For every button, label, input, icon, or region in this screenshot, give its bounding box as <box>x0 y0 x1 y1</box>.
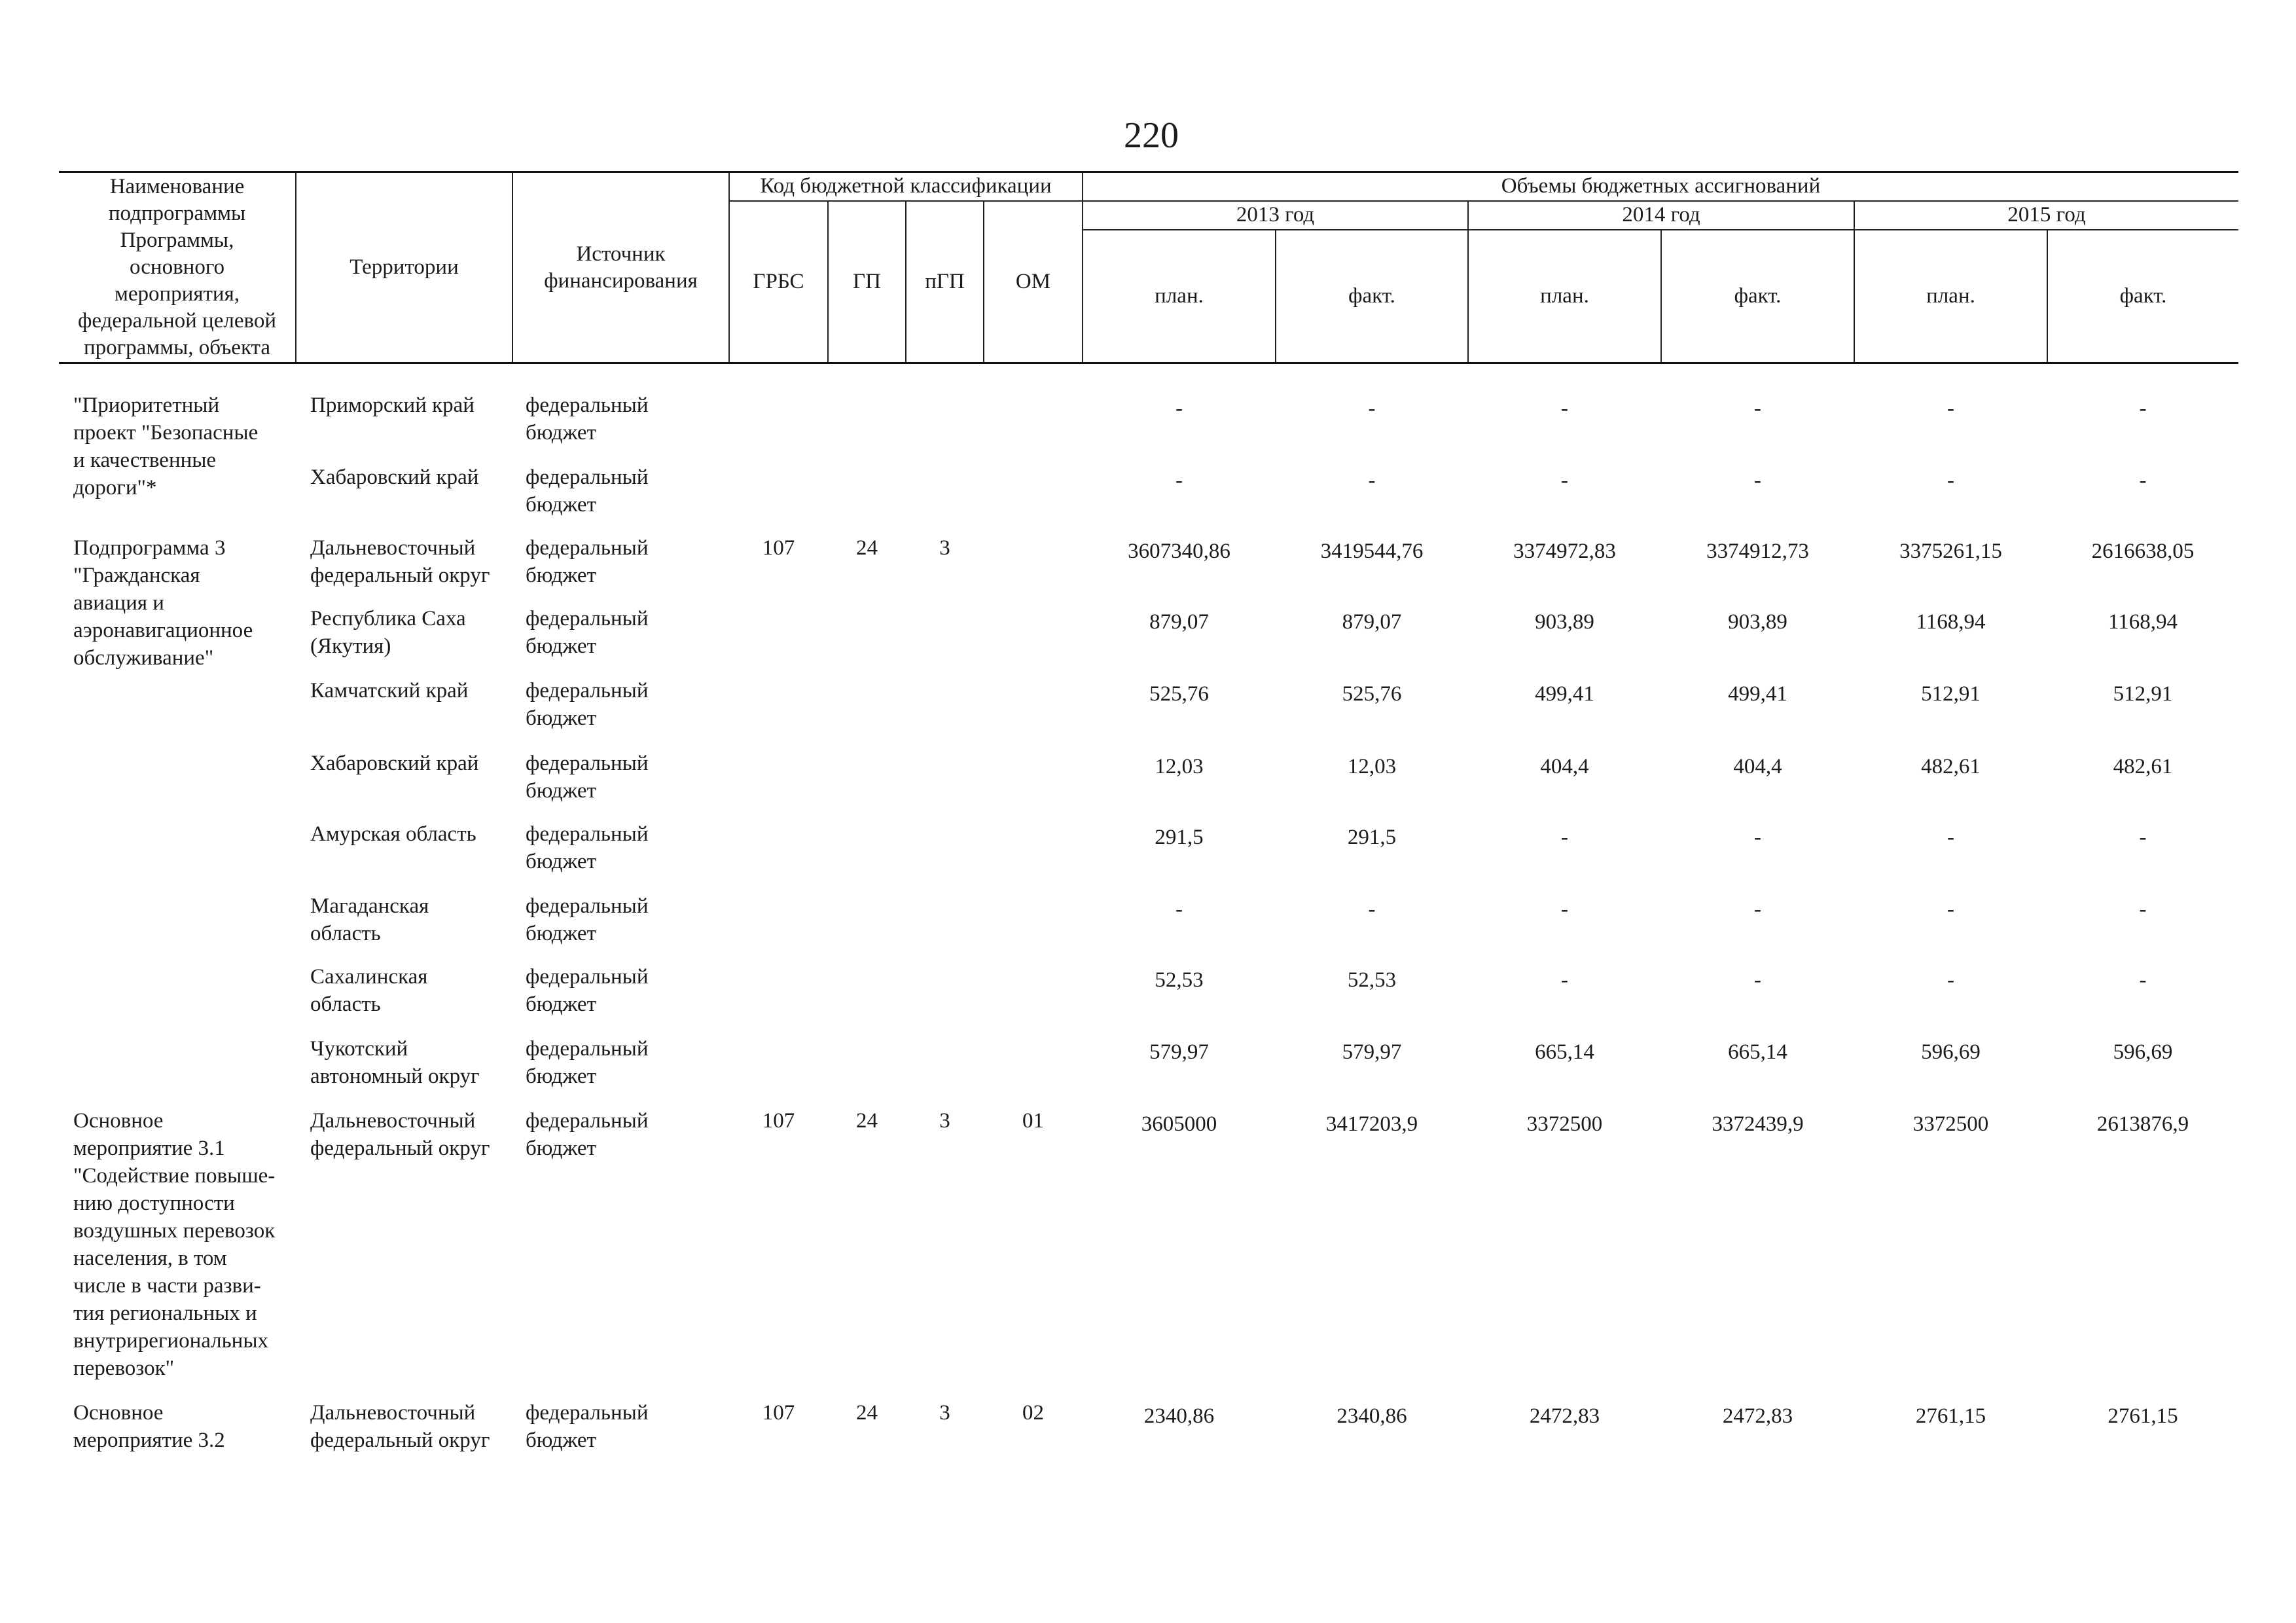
fact-2014-cell: 903,89 <box>1728 610 1787 634</box>
pgp-code-cell <box>906 677 984 750</box>
header-plan-2013: план. <box>1083 230 1276 363</box>
table-row <box>59 464 2238 534</box>
plan-2015-cell: 512,91 <box>1921 682 1981 706</box>
header-name-column: Наименование подпрограммы Программы, основного мероприятия, федеральной целевой программы, объекта <box>59 172 296 363</box>
fact-2015-cell: 1168,94 <box>2108 610 2178 634</box>
plan-2015-cell: 596,69 <box>1921 1040 1981 1064</box>
plan-2013-cell: 579,97 <box>1149 1040 1209 1064</box>
plan-2014-cell: 3374972,83 <box>1513 539 1616 563</box>
grbs-code-cell <box>729 392 828 464</box>
funding-source-cell: федеральный бюджет <box>526 752 649 803</box>
table-header <box>59 171 2238 364</box>
plan-2015-cell: - <box>1947 397 1954 420</box>
om-code-cell <box>984 1035 1083 1107</box>
fact-2015-cell: - <box>2139 826 2147 849</box>
header-budget-code-group: Код бюджетной классификации <box>729 172 1083 201</box>
page-number: 220 <box>1124 115 1179 156</box>
fact-2015-cell: - <box>2139 968 2147 992</box>
pgp-code-cell <box>906 605 984 677</box>
header-row <box>59 172 2238 201</box>
grbs-code-cell <box>729 605 828 677</box>
plan-2014-cell: - <box>1561 826 1568 849</box>
plan-2013-cell: - <box>1175 898 1183 921</box>
plan-2014-cell: 665,14 <box>1535 1040 1594 1064</box>
gp-code-cell <box>828 464 906 534</box>
plan-2014-cell: - <box>1561 469 1568 492</box>
territory-cell: Хабаровский край <box>310 465 479 489</box>
table-row <box>59 750 2238 820</box>
fact-2014-cell: 3372439,9 <box>1712 1112 1804 1136</box>
plan-2014-cell: 2472,83 <box>1529 1404 1600 1428</box>
program-name-cell: Основное мероприятие 3.2 <box>73 1401 225 1452</box>
territory-cell: Магаданская область <box>310 894 429 945</box>
header-fact-2014: факт. <box>1661 230 1854 363</box>
pgp-code-cell <box>906 892 984 963</box>
gp-code-cell <box>828 892 906 963</box>
program-name-cell: Основное мероприятие 3.1 "Содействие повыше- нию доступности воздушных перевозок населения, в том числе в части разви- тия региональных и внутрирегиональных перевозок" <box>73 1109 276 1380</box>
territory-cell: Сахалинская область <box>310 965 428 1016</box>
plan-2015-cell: - <box>1947 898 1954 921</box>
header-source-column: Источник финансирования <box>512 172 729 363</box>
table-row <box>59 677 2238 750</box>
territory-cell: Республика Саха (Якутия) <box>310 607 466 658</box>
plan-2013-cell: 3605000 <box>1141 1112 1217 1136</box>
territory-cell: Приморский край <box>310 393 475 417</box>
fact-2013-cell: 3417203,9 <box>1325 1112 1418 1136</box>
fact-2014-cell: 3374912,73 <box>1706 539 1809 563</box>
table-row <box>59 1107 2238 1399</box>
pgp-code-cell: 3 <box>939 1109 950 1133</box>
fact-2015-cell: 482,61 <box>2113 755 2173 778</box>
grbs-code-cell: 107 <box>762 1401 795 1425</box>
header-grbs-column: ГРБС <box>729 201 828 363</box>
funding-source-cell: федеральный бюджет <box>526 679 649 730</box>
funding-source-cell: федеральный бюджет <box>526 607 649 658</box>
pgp-code-cell: 3 <box>939 1401 950 1425</box>
plan-2013-cell: - <box>1175 397 1183 420</box>
plan-2015-cell: 2761,15 <box>1915 1404 1986 1428</box>
gp-code-cell <box>828 820 906 892</box>
table-row <box>59 1399 2238 1458</box>
om-code-cell <box>984 392 1083 464</box>
header-gp-column: ГП <box>828 201 906 363</box>
om-code-cell <box>984 605 1083 677</box>
fact-2013-cell: - <box>1368 469 1376 492</box>
pgp-code-cell <box>906 464 984 534</box>
plan-2013-cell: 2340,86 <box>1143 1404 1215 1428</box>
fact-2013-cell: 879,07 <box>1342 610 1402 634</box>
gp-code-cell <box>828 392 906 464</box>
plan-2013-cell: 12,03 <box>1155 755 1204 778</box>
fact-2013-cell: - <box>1368 397 1376 420</box>
pgp-code-cell <box>906 750 984 820</box>
header-fact-2015: факт. <box>2047 230 2238 363</box>
funding-source-cell: федеральный бюджет <box>526 822 649 873</box>
pgp-code-cell: 3 <box>939 536 950 560</box>
gp-code-cell <box>828 677 906 750</box>
fact-2013-cell: 2340,86 <box>1336 1404 1407 1428</box>
fact-2014-cell: - <box>1754 469 1761 492</box>
fact-2013-cell: 579,97 <box>1342 1040 1402 1064</box>
fact-2015-cell: 2613876,9 <box>2096 1112 2189 1136</box>
om-code-cell <box>984 892 1083 963</box>
pgp-code-cell <box>906 820 984 892</box>
territory-cell: Амурская область <box>310 822 476 846</box>
plan-2013-cell: 52,53 <box>1155 968 1204 992</box>
gp-code-cell <box>828 1035 906 1107</box>
plan-2013-cell: 291,5 <box>1155 826 1204 849</box>
table-row <box>59 392 2238 464</box>
plan-2014-cell: 404,4 <box>1540 755 1589 778</box>
fact-2014-cell: - <box>1754 826 1761 849</box>
grbs-code-cell <box>729 677 828 750</box>
fact-2015-cell: 512,91 <box>2113 682 2173 706</box>
fact-2013-cell: 3419544,76 <box>1320 539 1424 563</box>
fact-2015-cell: 596,69 <box>2113 1040 2173 1064</box>
header-pgp-column: пГП <box>906 201 984 363</box>
header-year-2015: 2015 год <box>1854 201 2238 230</box>
territory-cell: Хабаровский край <box>310 752 479 775</box>
plan-2015-cell: 3372500 <box>1912 1112 1989 1136</box>
pgp-code-cell <box>906 392 984 464</box>
fact-2014-cell: - <box>1754 968 1761 992</box>
territory-cell: Дальневосточный федеральный округ <box>310 536 490 587</box>
territory-cell: Чукотский автономный округ <box>310 1037 480 1088</box>
header-territory-column: Территории <box>296 172 512 363</box>
om-code-cell <box>984 464 1083 534</box>
grbs-code-cell <box>729 464 828 534</box>
plan-2015-cell: - <box>1947 469 1954 492</box>
header-om-column: ОМ <box>984 201 1083 363</box>
header-plan-2014: план. <box>1468 230 1661 363</box>
fact-2014-cell: 2472,83 <box>1722 1404 1793 1428</box>
om-code-cell <box>984 534 1083 605</box>
om-code-cell <box>984 677 1083 750</box>
fact-2014-cell: - <box>1754 397 1761 420</box>
gp-code-cell: 24 <box>856 1401 878 1425</box>
program-name-cell: "Приоритетный проект "Безопасные и качественные дороги"* <box>73 393 259 500</box>
fact-2015-cell: - <box>2139 898 2147 921</box>
pgp-code-cell <box>906 1035 984 1107</box>
plan-2014-cell: - <box>1561 397 1568 420</box>
fact-2015-cell: - <box>2139 469 2147 492</box>
table-row <box>59 605 2238 677</box>
funding-source-cell: федеральный бюджет <box>526 1401 649 1452</box>
funding-source-cell: федеральный бюджет <box>526 465 649 517</box>
plan-2014-cell: - <box>1561 968 1568 992</box>
table-row <box>59 892 2238 963</box>
table-row <box>59 534 2238 605</box>
plan-2013-cell: 879,07 <box>1149 610 1209 634</box>
fact-2013-cell: 291,5 <box>1347 826 1397 849</box>
funding-source-cell: федеральный бюджет <box>526 894 649 945</box>
table-row <box>59 963 2238 1035</box>
fact-2013-cell: - <box>1368 898 1376 921</box>
table-row <box>59 820 2238 892</box>
table-row <box>59 1035 2238 1107</box>
program-name-cell: Подпрограмма 3 "Гражданская авиация и аэронавигационное обслуживание" <box>73 536 253 670</box>
gp-code-cell: 24 <box>856 1109 878 1133</box>
plan-2015-cell: - <box>1947 968 1954 992</box>
grbs-code-cell <box>729 892 828 963</box>
grbs-code-cell <box>729 820 828 892</box>
plan-2014-cell: - <box>1561 898 1568 921</box>
plan-2013-cell: 525,76 <box>1149 682 1209 706</box>
territory-cell: Камчатский край <box>310 679 469 702</box>
grbs-code-cell <box>729 750 828 820</box>
fact-2015-cell: 2616638,05 <box>2091 539 2195 563</box>
grbs-code-cell <box>729 1035 828 1107</box>
plan-2014-cell: 3372500 <box>1526 1112 1603 1136</box>
header-year-2013: 2013 год <box>1083 201 1468 230</box>
plan-2013-cell: 3607340,86 <box>1128 539 1230 563</box>
om-code-cell <box>984 820 1083 892</box>
gp-code-cell <box>828 605 906 677</box>
gp-code-cell: 24 <box>856 536 878 560</box>
gp-code-cell <box>828 963 906 1035</box>
plan-2014-cell: 903,89 <box>1535 610 1594 634</box>
om-code-cell <box>984 750 1083 820</box>
pgp-code-cell <box>906 963 984 1035</box>
territory-cell: Дальневосточный федеральный округ <box>310 1401 490 1452</box>
grbs-code-cell <box>729 963 828 1035</box>
funding-source-cell: федеральный бюджет <box>526 536 649 587</box>
header-allocations-group: Объемы бюджетных ассигнований <box>1083 172 2238 201</box>
grbs-code-cell: 107 <box>762 536 795 560</box>
funding-source-cell: федеральный бюджет <box>526 393 649 445</box>
fact-2014-cell: 499,41 <box>1728 682 1787 706</box>
om-code-cell: 01 <box>1022 1109 1044 1133</box>
fact-2014-cell: - <box>1754 898 1761 921</box>
plan-2013-cell: - <box>1175 469 1183 492</box>
fact-2013-cell: 12,03 <box>1347 755 1397 778</box>
fact-2013-cell: 52,53 <box>1347 968 1397 992</box>
funding-source-cell: федеральный бюджет <box>526 965 649 1016</box>
header-fact-2013: факт. <box>1276 230 1468 363</box>
fact-2015-cell: 2761,15 <box>2108 1404 2178 1428</box>
plan-2014-cell: 499,41 <box>1535 682 1594 706</box>
om-code-cell: 02 <box>1022 1401 1044 1425</box>
om-code-cell <box>984 963 1083 1035</box>
fact-2015-cell: - <box>2139 397 2147 420</box>
fact-2013-cell: 525,76 <box>1342 682 1402 706</box>
fact-2014-cell: 665,14 <box>1728 1040 1787 1064</box>
grbs-code-cell: 107 <box>762 1109 795 1133</box>
territory-cell: Дальневосточный федеральный округ <box>310 1109 490 1160</box>
plan-2015-cell: 1168,94 <box>1916 610 1986 634</box>
table-body <box>59 392 2238 1458</box>
plan-2015-cell: 482,61 <box>1921 755 1981 778</box>
gp-code-cell <box>828 750 906 820</box>
plan-2015-cell: - <box>1947 826 1954 849</box>
funding-source-cell: федеральный бюджет <box>526 1037 649 1088</box>
header-plan-2015: план. <box>1854 230 2047 363</box>
plan-2015-cell: 3375261,15 <box>1899 539 2002 563</box>
fact-2014-cell: 404,4 <box>1733 755 1782 778</box>
header-year-2014: 2014 год <box>1468 201 1854 230</box>
funding-source-cell: федеральный бюджет <box>526 1109 649 1160</box>
